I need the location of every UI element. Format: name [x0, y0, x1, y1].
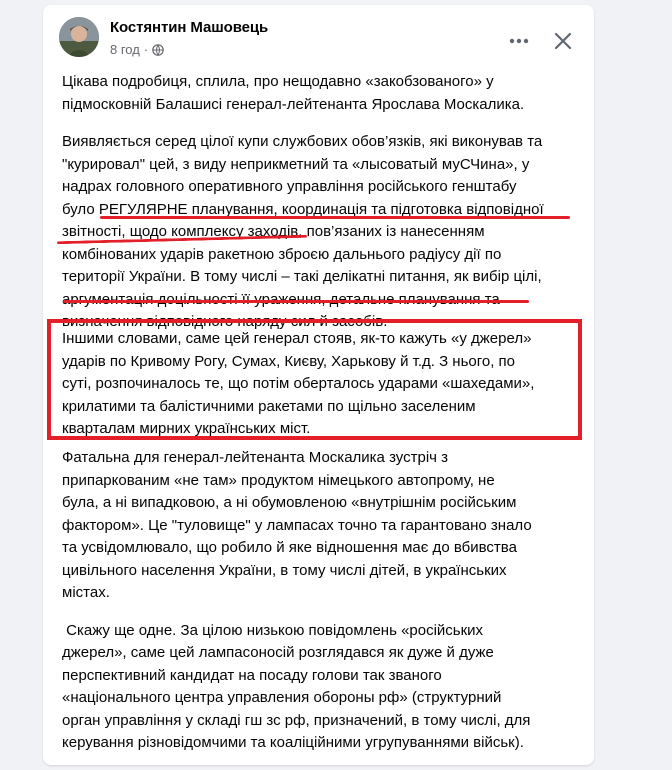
paragraph-2 [62, 131, 588, 334]
text-line: було РЕГУЛЯРНЕ планування, координація та підготовка відповідної [62, 200, 544, 218]
author-name[interactable]: Костянтин Машовець [110, 19, 269, 36]
text-line: ударів по Кривому Рогу, Сумах, Києву, Харькову й т.д. З нього, по [62, 352, 516, 370]
text-line: визначення відповідного наряду сил й засобів. [62, 313, 388, 330]
text-line: та усвідомлювало, що робило й яке відношення має до вбивства [62, 539, 517, 556]
more-icon [509, 38, 529, 44]
post-time[interactable]: 8 год [110, 42, 140, 57]
text-line: Виявляється серед цілої купи службових обов’язків, які виконував та [62, 133, 543, 150]
text-line: Фатальна для генерал-лейтенанта Москалика зустріч з [62, 449, 449, 466]
highlight-underline [63, 300, 529, 303]
text-line: території України. В тому числі – такі делікатні питання, як вибір цілі, [62, 268, 542, 285]
text-line: суті, розпочиналось те, що потім оберталось ударами «шахедами», [62, 375, 535, 392]
text-line: аргументація доцільності її ураження, детальне планування та [62, 290, 500, 308]
post-header [43, 5, 594, 67]
text-line: цивільного населення України, в тому числі дітей, в українських [62, 561, 507, 579]
text-line: фактором». Це "туловище" у лампасах точно та гарантовано знало [62, 516, 532, 534]
post-card [43, 5, 594, 765]
text-line: підмосковній Балашисі генерал-лейтенанта Ярослава Москалика. [62, 95, 525, 113]
meta-separator: · [143, 42, 149, 57]
text-line: комбінованих ударів ракетною зброєю дальнього радіусу дії по [62, 245, 502, 263]
text-line: "курировал" цей, з виду неприкметний та «лысоватый муСЧина», у [62, 155, 530, 173]
highlight-underline [100, 216, 570, 219]
text-line: надрах головного оперативного управління російського генштабу [62, 178, 517, 195]
text-line: кварталам мирних українських міст. [62, 420, 311, 437]
text-line: Цікава подробиця, сплила, про нещодавно «закобзованого» у [62, 73, 494, 90]
paragraph-5 [62, 620, 588, 755]
text-line: «національного центра управления обороны рф» (структурний [62, 689, 502, 706]
text-line: перспективний кандидат на посаду голови так званого [62, 666, 442, 684]
text-line: Іншими словами, саме цей генерал стояв, як-то кажуть «у джерел» [62, 330, 532, 347]
text-line: керування різновідомчими та коаліційними угрупуваннями військ). [62, 734, 524, 751]
post-body [62, 71, 588, 349]
paragraph-1 [62, 71, 588, 116]
text-line: звітності, щодо комплексу заходів, пов’язаних із нанесенням [62, 223, 485, 240]
text-line: орган управління у складі гш зс рф, призначений, в тому числі, для [62, 711, 531, 729]
text-line: джерел», саме цей лампасоносій розглядався як дуже й дуже [62, 644, 494, 661]
more-options-button[interactable] [501, 23, 537, 59]
text-line: крилатими та балістичними ракетами по щільно заселеним [62, 397, 476, 415]
avatar-image [59, 17, 99, 57]
paragraph-4 [62, 447, 588, 605]
text-line: Скажу ще одне. За цілою низькою повідомлень «російських [62, 621, 484, 639]
text-line: містах. [62, 584, 110, 601]
globe-icon [152, 44, 164, 56]
text-line: була, а ні випадковою, а ні обумовленою «внутрішнім російським [62, 494, 517, 511]
text-line: припаркованим «не там» продуктом німецького автопрому, не [62, 471, 495, 489]
post-meta [110, 42, 164, 57]
post-body-continued [62, 447, 588, 770]
close-button[interactable] [545, 23, 581, 59]
paragraph-3 [62, 328, 588, 441]
author-avatar[interactable] [59, 17, 99, 57]
close-icon [554, 32, 572, 50]
